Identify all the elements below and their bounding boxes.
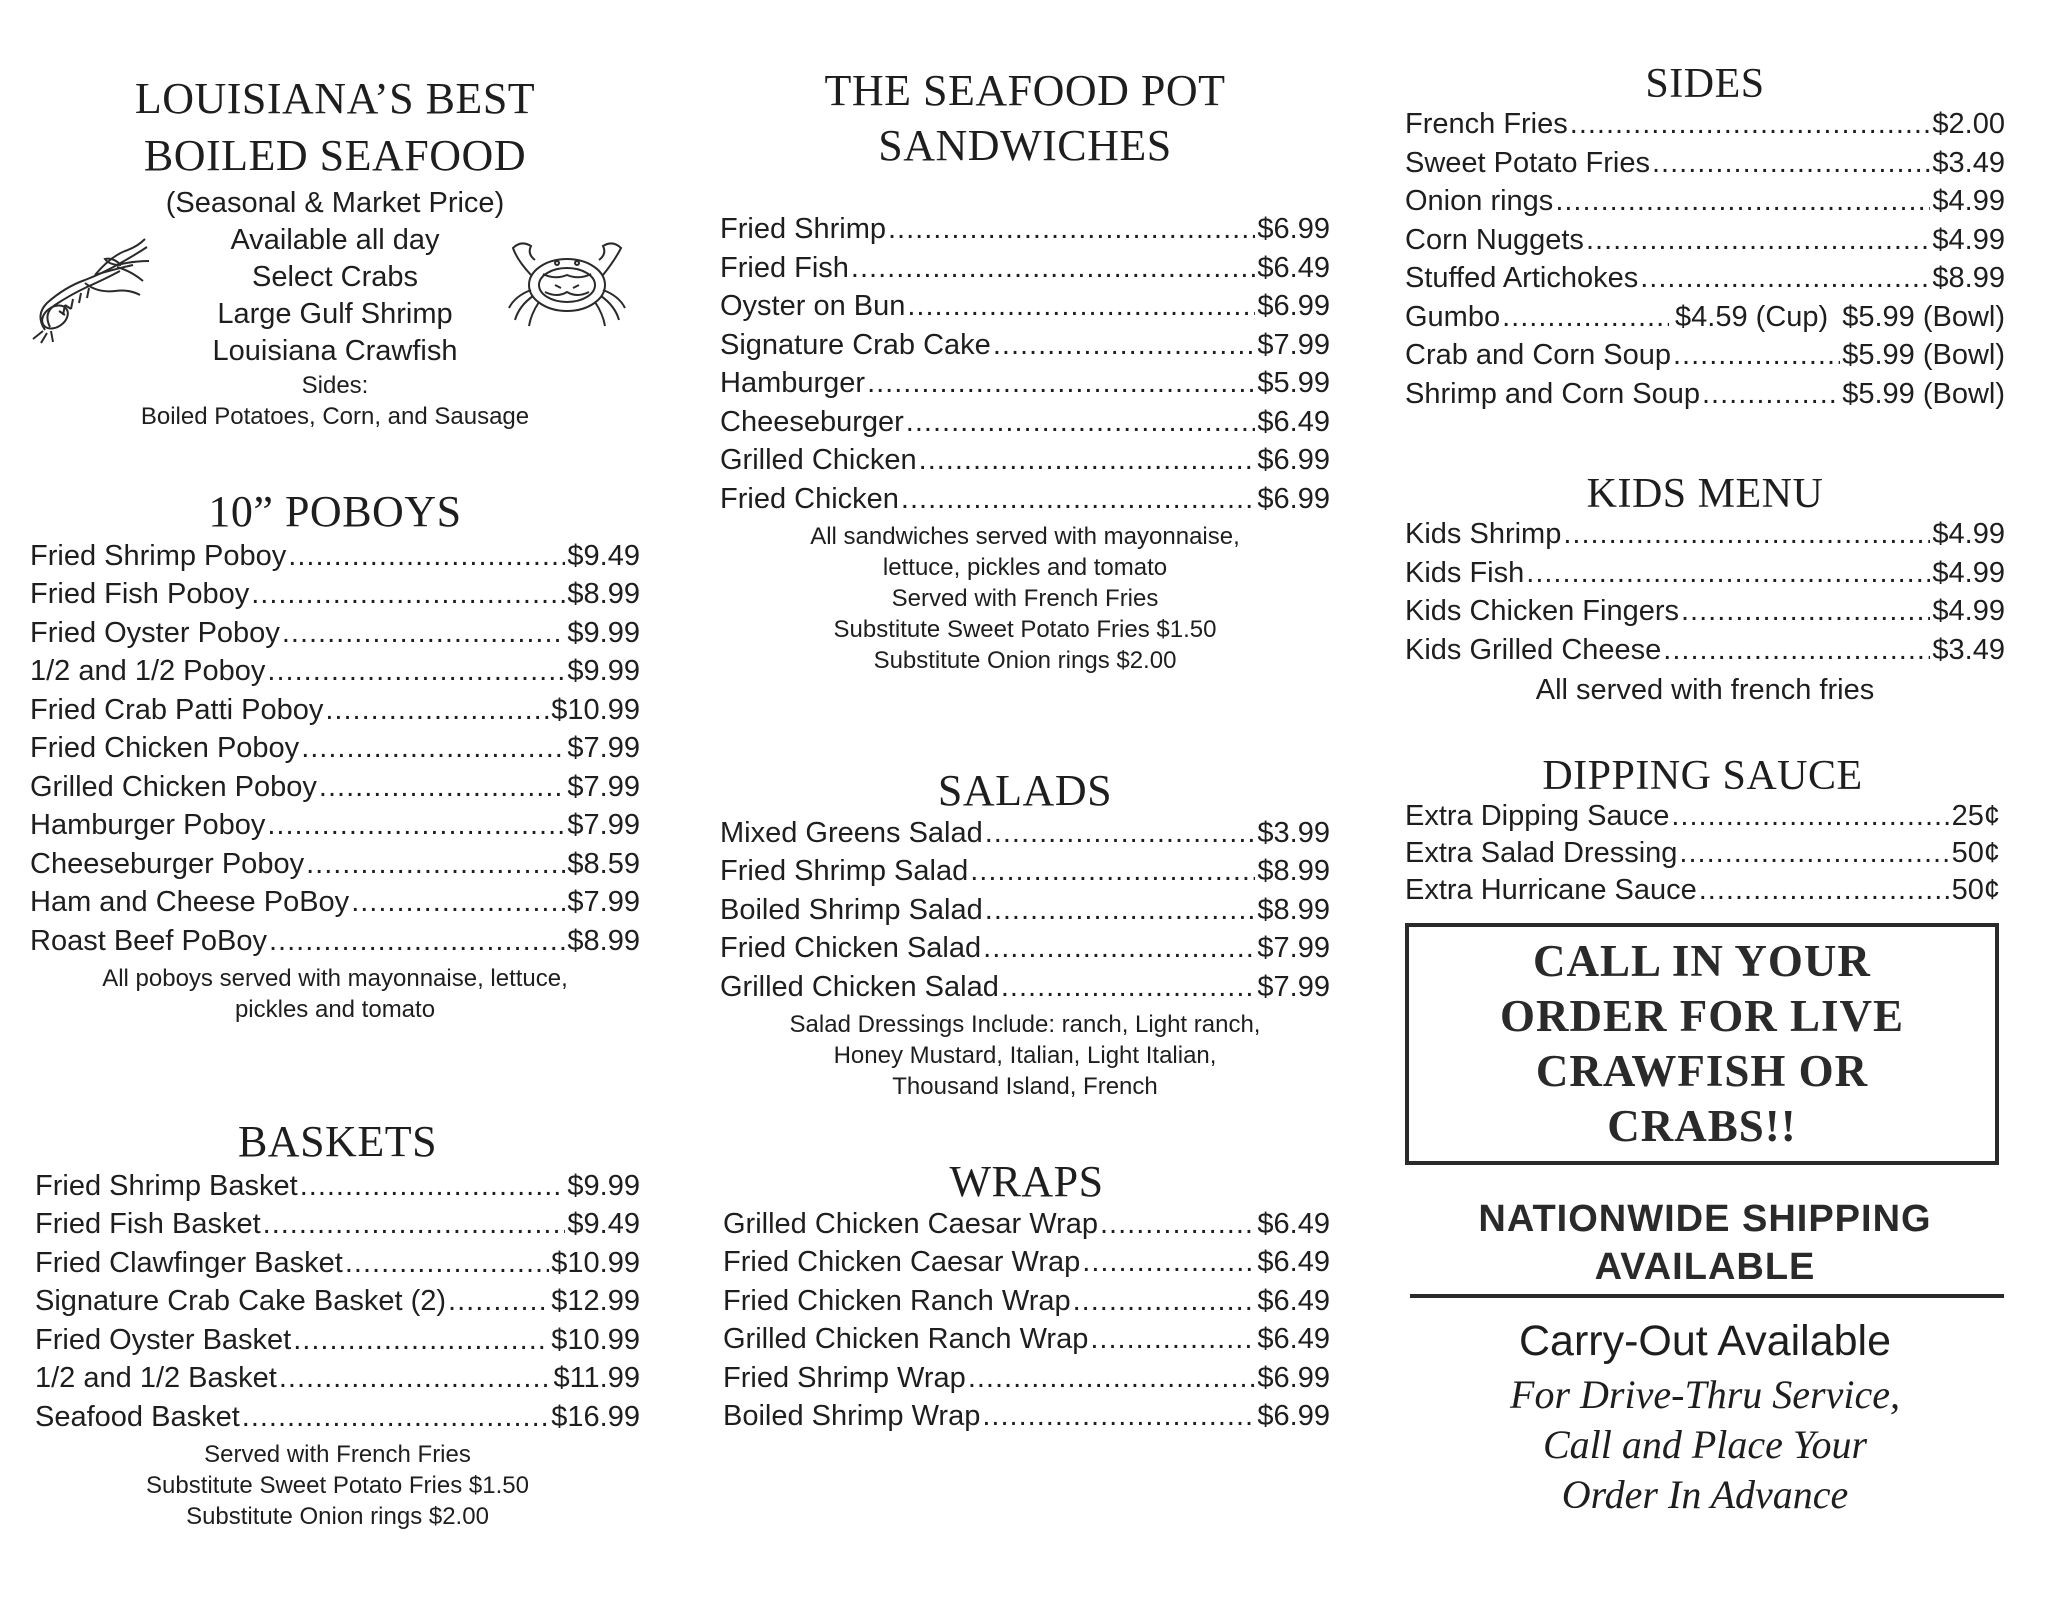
menu-item: Gumbo ..... $4.59 (Cup) $5.99 (Bowl) xyxy=(1405,301,2005,340)
menu-item: French Fries ..... $2.00 xyxy=(1405,108,2005,147)
salads-list xyxy=(720,817,1330,1010)
sandwiches-title-line-2: SANDWICHES xyxy=(878,120,1172,170)
menu-item: Fried Fish Basket ..... $9.49 xyxy=(35,1208,640,1247)
baskets-title: BASKETS xyxy=(237,1117,438,1166)
menu-item: Extra Dipping Sauce ..... 25¢ xyxy=(1405,800,2000,837)
sides-list xyxy=(1405,108,2005,416)
wraps-section xyxy=(723,1157,1330,1439)
call-line: ORDER FOR LIVE xyxy=(1499,991,1905,1041)
menu-item: Fried Chicken ..... $6.99 xyxy=(720,483,1330,522)
salads-note: Salad Dressings Include: ranch, Light ranch, xyxy=(789,1011,1261,1039)
baskets-list xyxy=(35,1170,640,1440)
menu-item: Extra Salad Dressing ..... 50¢ xyxy=(1405,837,2000,874)
call-line: CRABS!! xyxy=(1607,1101,1797,1151)
salads-section xyxy=(720,766,1330,1102)
sandwiches-title-line-1: THE SEAFOOD POT xyxy=(824,66,1226,115)
kids-list xyxy=(1405,518,2005,672)
boiled-line: (Seasonal & Market Price) xyxy=(165,187,505,220)
poboys-title: 10” POBOYS xyxy=(208,487,462,536)
boiled-title-line-2: BOILED SEAFOOD xyxy=(143,130,527,180)
crab-icon xyxy=(505,230,630,330)
baskets-note: Substitute Onion rings $2.00 xyxy=(186,1503,489,1531)
menu-item: Fried Crab Patti Poboy ..... $10.99 xyxy=(30,694,640,733)
menu-item: Fried Oyster Basket ..... $10.99 xyxy=(35,1324,640,1363)
boiled-line: Select Crabs xyxy=(251,261,418,294)
menu-item: Grilled Chicken Caesar Wrap ..... $6.49 xyxy=(723,1208,1330,1247)
menu-item: Fried Chicken Poboy ..... $7.99 xyxy=(30,732,640,771)
menu-item: Fried Chicken Ranch Wrap ..... $6.49 xyxy=(723,1285,1330,1324)
call-line: CRAWFISH OR xyxy=(1535,1046,1869,1096)
menu-item: Fried Chicken Salad ..... $7.99 xyxy=(720,932,1330,971)
menu-item: Mixed Greens Salad ..... $3.99 xyxy=(720,817,1330,856)
sandwiches-note: Substitute Sweet Potato Fries $1.50 xyxy=(833,616,1217,644)
wraps-list xyxy=(723,1208,1330,1439)
menu-item: Fried Chicken Caesar Wrap ..... $6.49 xyxy=(723,1246,1330,1285)
menu-item: Crab and Corn Soup ..... $5.99 (Bowl) xyxy=(1405,339,2005,378)
menu-item: Fried Shrimp Basket ..... $9.99 xyxy=(35,1170,640,1209)
menu-item: Boiled Shrimp Wrap ..... $6.99 xyxy=(723,1400,1330,1439)
salads-note: Honey Mustard, Italian, Light Italian, xyxy=(833,1042,1217,1070)
sandwiches-note: All sandwiches served with mayonnaise, xyxy=(810,523,1240,551)
baskets-note: Served with French Fries xyxy=(204,1441,471,1469)
dipping-title: DIPPING SAUCE xyxy=(1542,753,1863,799)
menu-item: Fried Clawfinger Basket ..... $10.99 xyxy=(35,1247,640,1286)
sandwiches-note: lettuce, pickles and tomato xyxy=(882,554,1168,582)
menu-item: Stuffed Artichokes ..... $8.99 xyxy=(1405,262,2005,301)
kids-menu-section xyxy=(1405,470,2005,709)
divider-rule xyxy=(1410,1294,2004,1298)
menu-item: Kids Shrimp ..... $4.99 xyxy=(1405,518,2005,557)
menu-item: Ham and Cheese PoBoy ..... $7.99 xyxy=(30,886,640,925)
boiled-sides-text: Boiled Potatoes, Corn, and Sausage xyxy=(140,403,530,431)
crawfish-icon xyxy=(25,235,150,345)
menu-item: Roast Beef PoBoy ..... $8.99 xyxy=(30,925,640,964)
menu-item: Onion rings ..... $4.99 xyxy=(1405,185,2005,224)
poboys-note: All poboys served with mayonnaise, lettuce, xyxy=(102,965,568,993)
menu-item: Fried Shrimp Wrap ..... $6.99 xyxy=(723,1362,1330,1401)
boiled-line: Louisiana Crawfish xyxy=(212,335,458,368)
drive-thru-line: Call and Place Your xyxy=(1542,1422,1868,1467)
menu-item: Fried Fish ..... $6.49 xyxy=(720,252,1330,291)
menu-item: Grilled Chicken Salad ..... $7.99 xyxy=(720,971,1330,1010)
boiled-line: Large Gulf Shrimp xyxy=(217,298,453,331)
menu-item: Oyster on Bun ..... $6.99 xyxy=(720,290,1330,329)
sides-section xyxy=(1405,60,2005,416)
menu-item: 1/2 and 1/2 Poboy ..... $9.99 xyxy=(30,655,640,694)
sandwiches-note: Served with French Fries xyxy=(891,585,1159,613)
menu-item: Hamburger Poboy ..... $7.99 xyxy=(30,809,640,848)
menu-item: Boiled Shrimp Salad ..... $8.99 xyxy=(720,894,1330,933)
menu-item: Fried Shrimp ..... $6.99 xyxy=(720,213,1330,252)
menu-item: Grilled Chicken Ranch Wrap ..... $6.49 xyxy=(723,1323,1330,1362)
baskets-note: Substitute Sweet Potato Fries $1.50 xyxy=(146,1472,529,1500)
shipping-line: AVAILABLE xyxy=(1594,1246,1816,1288)
shipping-line: NATIONWIDE SHIPPING xyxy=(1478,1198,1932,1240)
drive-thru-line: For Drive-Thru Service, xyxy=(1510,1372,1900,1417)
drive-thru-line: Order In Advance xyxy=(1561,1472,1849,1517)
dipping-list xyxy=(1405,800,2000,911)
menu-item: Sweet Potato Fries ..... $3.49 xyxy=(1405,147,2005,186)
menu-item: Cheeseburger Poboy ..... $8.59 xyxy=(30,848,640,887)
menu-item: Kids Fish ..... $4.99 xyxy=(1405,557,2005,596)
menu-item: Grilled Chicken Poboy ..... $7.99 xyxy=(30,771,640,810)
call-in-order-text xyxy=(1500,934,1904,1154)
menu-item: Cheeseburger ..... $6.49 xyxy=(720,406,1330,445)
menu-item: 1/2 and 1/2 Basket ..... $11.99 xyxy=(35,1362,640,1401)
salads-title: SALADS xyxy=(937,766,1113,815)
baskets-section xyxy=(35,1117,640,1532)
menu-item: Signature Crab Cake ..... $7.99 xyxy=(720,329,1330,368)
poboys-note: pickles and tomato xyxy=(234,996,436,1024)
menu-item: Hamburger ..... $5.99 xyxy=(720,367,1330,406)
call-in-order-box xyxy=(1405,923,1999,1165)
menu-item: Fried Oyster Poboy ..... $9.99 xyxy=(30,617,640,656)
salads-note: Thousand Island, French xyxy=(892,1073,1158,1101)
menu-item: Corn Nuggets ..... $4.99 xyxy=(1405,224,2005,263)
menu-item: Fried Shrimp Salad ..... $8.99 xyxy=(720,855,1330,894)
boiled-line: Available all day xyxy=(230,224,440,257)
menu-item: Fried Shrimp Poboy ..... $9.49 xyxy=(30,540,640,579)
wraps-title: WRAPS xyxy=(949,1157,1104,1206)
menu-item: Grilled Chicken ..... $6.99 xyxy=(720,444,1330,483)
menu-item: Extra Hurricane Sauce ..... 50¢ xyxy=(1405,874,2000,911)
poboys-section xyxy=(30,487,640,1025)
menu-item: Shrimp and Corn Soup ..... $5.99 (Bowl) xyxy=(1405,378,2005,417)
nationwide-shipping xyxy=(1405,1195,2005,1291)
drive-thru-note xyxy=(1405,1370,2005,1520)
sandwiches-list xyxy=(720,213,1330,521)
menu-item: Kids Grilled Cheese ..... $3.49 xyxy=(1405,634,2005,673)
menu-item: Signature Crab Cake Basket (2) ..... $12.99 xyxy=(35,1285,640,1324)
poboys-list xyxy=(30,540,640,964)
carry-out-title: Carry-Out Available xyxy=(1518,1317,1892,1365)
sides-title: SIDES xyxy=(1645,61,1765,107)
menu-item: Kids Chicken Fingers ..... $4.99 xyxy=(1405,595,2005,634)
kids-note: All served with french fries xyxy=(1535,674,1875,707)
kids-title: KIDS MENU xyxy=(1586,471,1824,517)
dipping-sauce-section xyxy=(1405,752,2000,911)
call-line: CALL IN YOUR xyxy=(1533,936,1871,986)
boiled-title-line-1: LOUISIANA’S BEST xyxy=(134,74,536,123)
menu-item: Seafood Basket ..... $16.99 xyxy=(35,1401,640,1440)
menu-item: Fried Fish Poboy ..... $8.99 xyxy=(30,578,640,617)
sandwiches-section xyxy=(720,66,1330,676)
sandwiches-note: Substitute Onion rings $2.00 xyxy=(873,647,1177,675)
boiled-sides-label: Sides: xyxy=(301,372,369,400)
